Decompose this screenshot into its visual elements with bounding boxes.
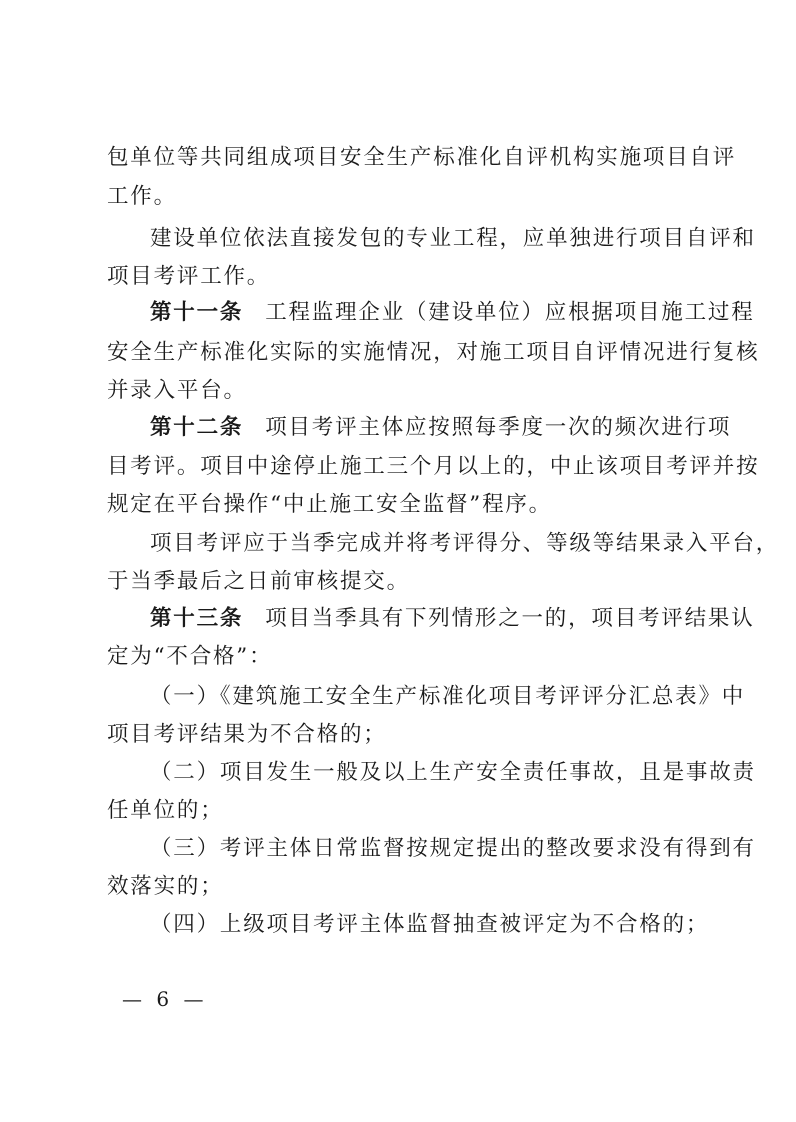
paragraph-line: 包单位等共同组成项目安全生产标准化自评机构实施项目自评	[107, 145, 737, 170]
page-number: — 6 —	[122, 987, 208, 1011]
paragraph-line: 项目考评工作。	[107, 264, 271, 289]
paragraph-line: 项目考评应于当季完成并将考评得分、等级等结果录入平台，	[150, 531, 780, 556]
list-item-line: （一）《建筑施工安全生产标准化项目考评评分汇总表》中	[150, 684, 746, 709]
paragraph-line: 并录入平台。	[107, 378, 247, 403]
paragraph-line: 安全生产标准化实际的实施情况，对施工项目自评情况进行复核	[107, 340, 760, 365]
paragraph-line: 目考评。项目中途停止施工三个月以上的，中止该项目考评并按	[107, 454, 760, 479]
paragraph-line: 定为“不合格”：	[107, 644, 273, 669]
list-item-line: （四）上级项目考评主体监督抽查被评定为不合格的；	[150, 912, 710, 937]
paragraph-line: 工作。	[107, 184, 177, 209]
article-text: 项目当季具有下列情形之一的，项目考评结果认	[265, 606, 755, 631]
article-11-line	[150, 299, 755, 327]
article-text: 项目考评主体应按照每季度一次的频次进行项	[265, 415, 732, 440]
article-label: 第十二条	[150, 415, 244, 440]
article-label: 第十三条	[150, 606, 244, 631]
article-label: 第十一条	[150, 300, 244, 325]
paragraph-line: 于当季最后之日前审核提交。	[107, 569, 410, 594]
paragraph-line: 效落实的；	[107, 874, 224, 899]
paragraph-line: 项目考评结果为不合格的；	[107, 722, 387, 747]
paragraph-line: 规定在平台操作“中止施工安全监督”程序。	[107, 492, 552, 517]
article-text: 工程监理企业（建设单位）应根据项目施工过程	[265, 300, 755, 325]
list-item-line: （三）考评主体日常监督按规定提出的整改要求没有得到有	[150, 836, 756, 861]
article-12-line	[150, 414, 731, 442]
paragraph-line: 建设单位依法直接发包的专业工程，应单独进行项目自评和	[150, 226, 756, 251]
article-13-line	[150, 605, 755, 633]
paragraph-line: 任单位的；	[107, 798, 224, 823]
list-item-line: （二）项目发生一般及以上生产安全责任事故，且是事故责	[150, 760, 756, 785]
